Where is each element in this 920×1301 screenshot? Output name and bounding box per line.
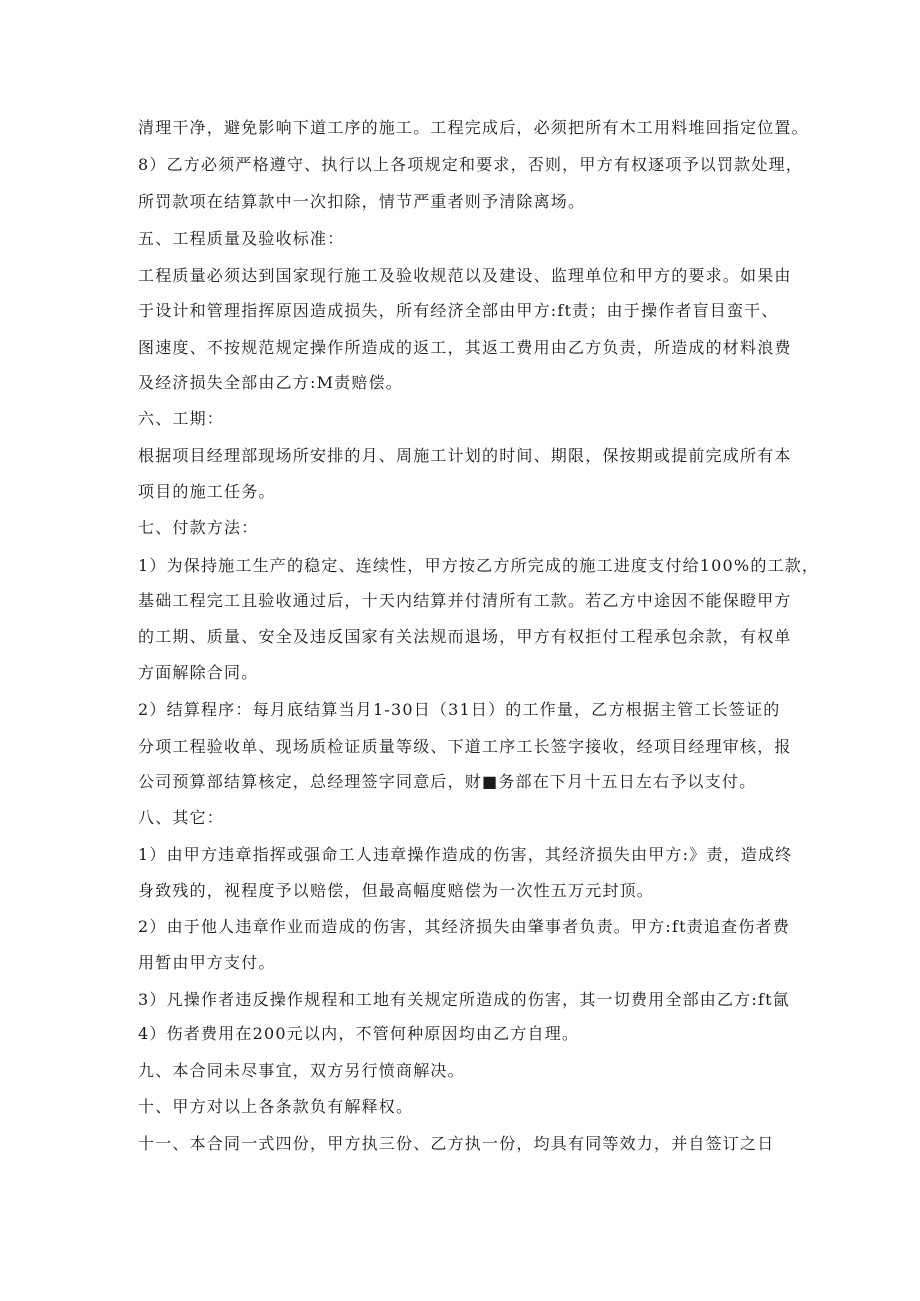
text-line: 1）由甲方违章指挥或强命工人违章操作造成的伤害，其经济损失由甲方:》责，造成终 [138,845,793,864]
section-heading: 九、本合同未尽事宜，双方另行愤商解决。 [138,1061,465,1080]
text-line: 及经济损失全部由乙方:M责赔偿。 [138,373,403,392]
text-line: 图速度、不按规范规定操作所造成的返工，其返工费用由乙方负责，所造成的材料浪费 [138,338,792,357]
text-line: 基础工程完工且验收通过后，十天内结算并付清所有工款。若乙方中途因不能保瞪甲方 [138,591,792,610]
section-heading: 五、工程质量及验收标准： [138,229,345,248]
text-line: 2）由于他人违章作业而造成的伤害，其经济损失由肇事者负责。甲方:ft责追查伤者费 [138,917,790,936]
text-line: 分项工程验收单、现场质检证质量等级、下道工序工长签字接收，经项目经理审核，报 [138,737,792,756]
text-line: 4）伤者费用在200元以内，不管何种原因均由乙方自理。 [138,1024,580,1043]
text-line: 项目的施工任务。 [138,482,276,501]
text-line: 于设计和管理指挥原因造成损失，所有经济全部由甲方:ft责；由于操作者盲目蛮干、 [138,301,779,320]
section-heading: 十一、本合同一式四份，甲方执三份、乙方执一份，均具有同等效力，并自签订之日 [138,1134,775,1153]
text-line: 用暂由甲方支付。 [138,953,276,972]
text-line: 根据项目经理部现场所安排的月、周施工计划的时间、期限，保按期或提前完成所有本 [138,446,792,465]
text-line: 公司预算部结算核定，总经理签字同意后，财■务部在下月十五日左右予以支付。 [138,772,757,791]
text-line: 方面解除合同。 [138,663,259,682]
section-heading: 八、其它： [138,808,225,827]
section-heading: 六、工期： [138,409,225,428]
text-line: 1）为保持施工生产的稳定、连续性，甲方按乙方所完成的施工进度支付给100%的工款， [138,556,820,575]
text-line: 2）结算程序：每月底结算当月1-30日（31日）的工作量，乙方根据主管工长签证的 [138,700,781,719]
section-heading: 七、付款方法： [138,518,259,537]
section-heading: 十、甲方对以上各条款负有解释权。 [138,1097,414,1116]
text-line: 所罚款项在结算款中一次扣除，情节严重者则予清除离场。 [138,192,586,211]
text-line: 3）凡操作者违反操作规程和工地有关规定所造成的伤害，其一切费用全部由乙方:ft氤 [138,990,790,1009]
text-line: 工程质量必须达到国家现行施工及验收规范以及建设、监理单位和甲方的要求。如果由 [138,266,792,285]
text-line: 8）乙方必须严格遵守、执行以上各项规定和要求，否则，甲方有权逐项予以罚款处理， [138,155,803,174]
text-line: 清理干净，避免影响下道工序的施工。工程完成后，必须把所有木工用料堆回指定位置。 [138,118,809,137]
text-line: 的工期、质量、安全及违反国家有关法规而退场，甲方有权拒付工程承包余款，有权单 [138,627,792,646]
text-line: 身致残的，视程度予以赔偿，但最高幅度赔偿为一次性五万元封顶。 [138,881,655,900]
